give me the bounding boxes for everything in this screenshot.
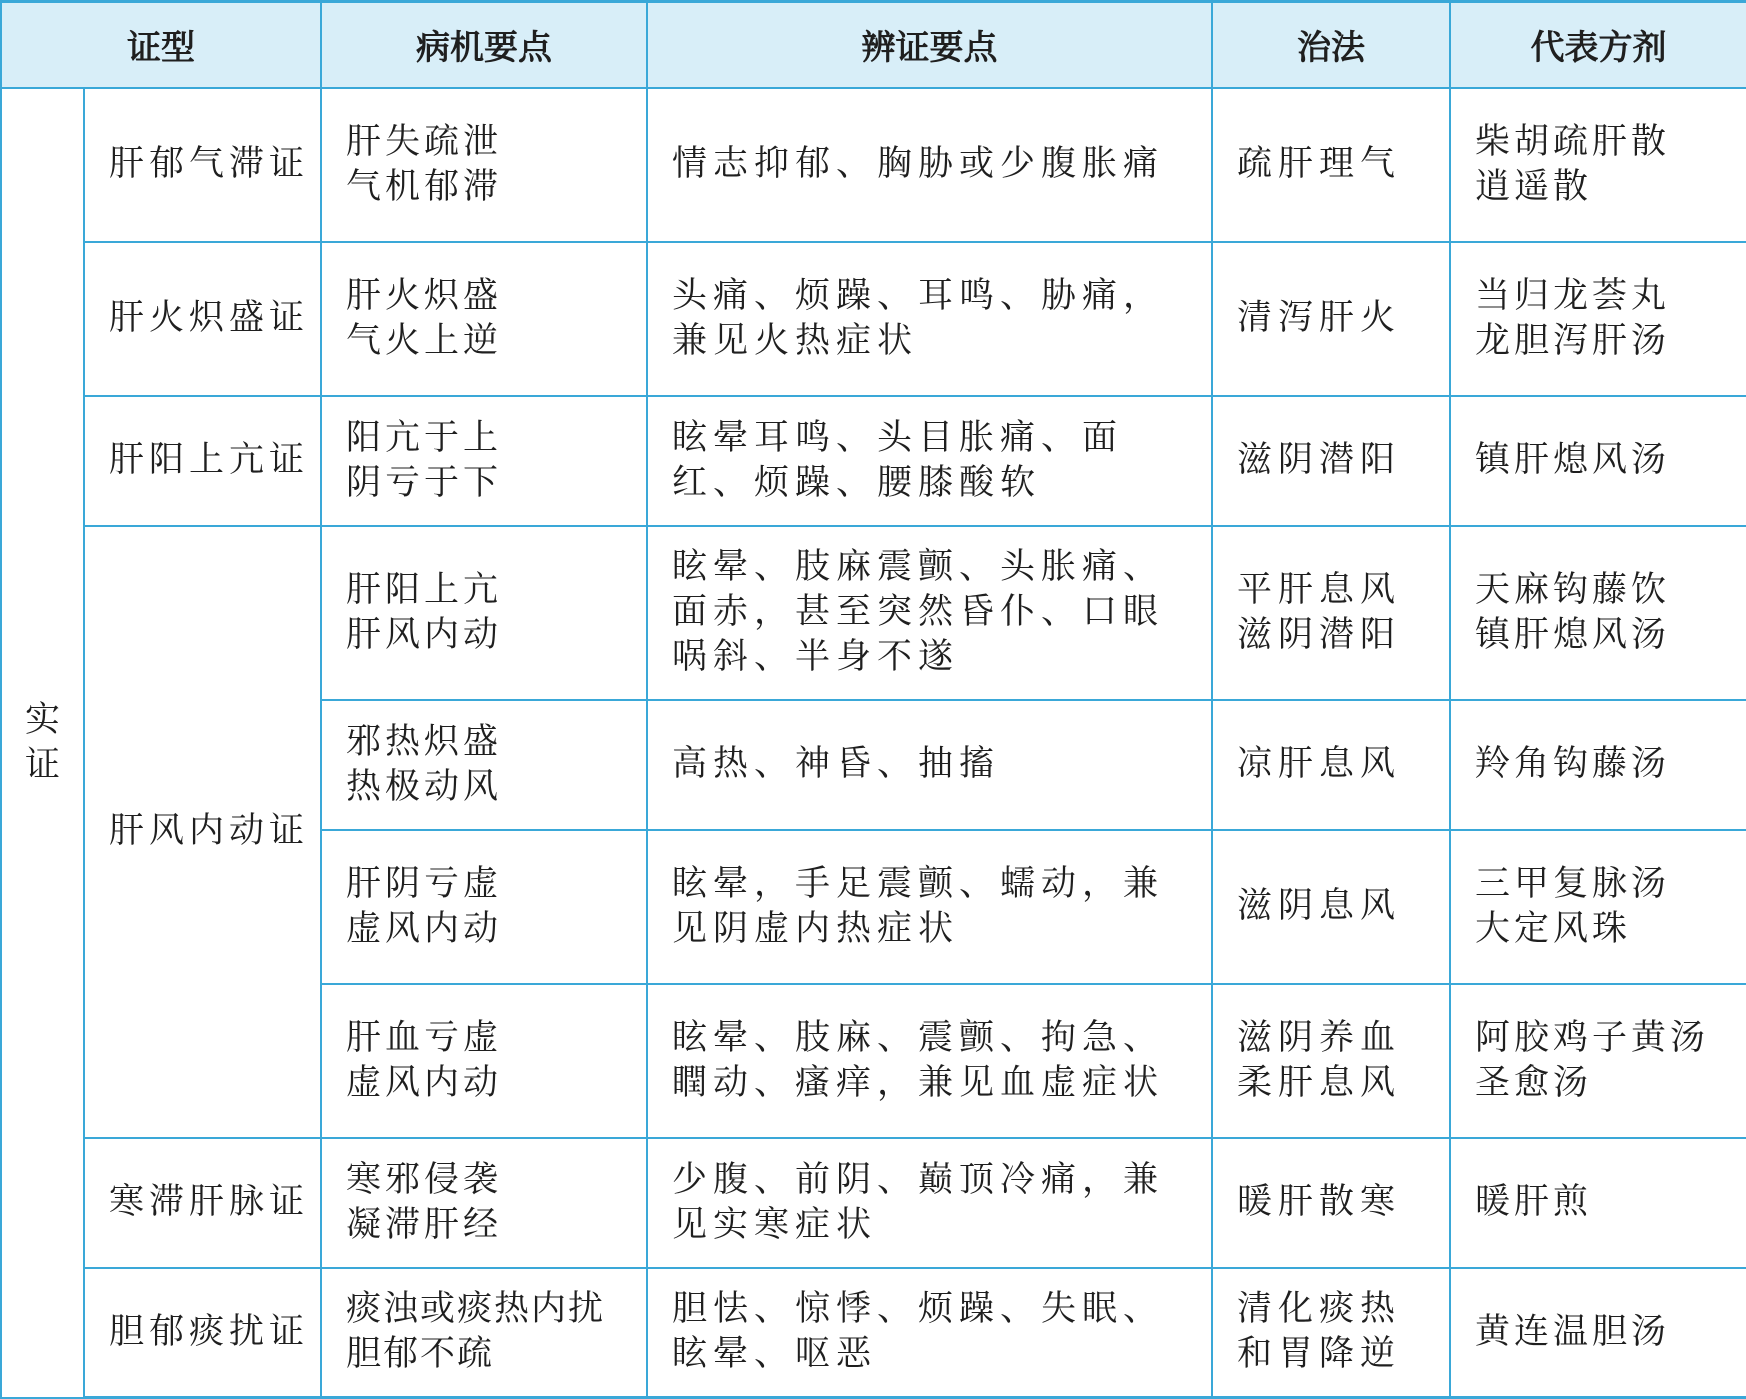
category-label: 实证 [25,699,61,785]
formula-line: 大定风珠 [1475,908,1632,949]
mechanism-line: 凝滞肝经 [346,1204,503,1245]
method-cell [1212,830,1450,984]
mechanism-line: 肝风内动 [346,614,503,655]
mechanism-line: 阳亢于上 [346,417,503,458]
formula-line: 当归龙荟丸 [1475,275,1671,316]
signs-text: 眩晕、肢麻震颤、头胀痛、面赤，甚至突然昏仆、口眼㖞斜、半身不遂 [672,547,1165,677]
mechanism-line: 胆郁不疏 [346,1334,495,1375]
mechanism-line: 气机郁滞 [346,166,503,207]
table-row [1,1268,1746,1398]
mechanism-line: 阴亏于下 [346,462,503,503]
method-cell [1212,526,1450,700]
formula-cell [1450,1268,1746,1398]
pattern-label: 胆郁痰扰证 [109,1311,310,1352]
method-cell [1212,1268,1450,1398]
header-pattern: 证型 [1,2,321,88]
signs-text: 情志抑郁、胸胁或少腹胀痛 [672,144,1165,184]
method-line: 滋阴潜阳 [1237,614,1402,655]
formula-line: 天麻钩藤饮 [1475,569,1671,610]
signs-cell [647,1268,1212,1398]
mechanism-line: 肝血亏虚 [346,1017,503,1058]
formula-line: 阿胶鸡子黄汤 [1475,1017,1710,1058]
pattern-cell [84,1138,321,1268]
pattern-label: 肝阳上亢证 [109,440,310,480]
table-row [1,88,1746,242]
formula-cell [1450,242,1746,396]
method-line: 清泻肝火 [1237,298,1402,338]
signs-cell [647,830,1212,984]
method-line: 滋阴潜阳 [1237,440,1402,480]
signs-text: 头痛、烦躁、耳鸣、胁痛，兼见火热症状 [672,275,1165,361]
mechanism-line: 邪热炽盛 [346,721,503,762]
signs-cell [647,700,1212,830]
mechanism-cell [321,526,647,700]
method-line: 和胃降逆 [1237,1334,1402,1375]
pattern-cell [84,88,321,242]
mechanism-line: 寒邪侵袭 [346,1159,503,1200]
signs-cell [647,984,1212,1138]
method-line: 暖肝散寒 [1237,1182,1402,1222]
mechanism-cell [321,1268,647,1398]
method-cell [1212,396,1450,526]
mechanism-cell [321,1138,647,1268]
table-row [1,396,1746,526]
signs-text: 少腹、前阴、巅顶冷痛，兼见实寒症状 [672,1159,1165,1245]
method-cell [1212,700,1450,830]
method-cell [1212,1138,1450,1268]
pattern-cell [84,396,321,526]
formula-cell [1450,396,1746,526]
formula-line: 暖肝煎 [1475,1182,1593,1222]
category-cell [1,88,84,1398]
method-line: 平肝息风 [1237,569,1402,610]
header-signs: 辨证要点 [647,2,1212,88]
mechanism-cell [321,88,647,242]
header-mechanism: 病机要点 [321,2,647,88]
signs-text: 眩晕、肢麻、震颤、拘急、瞤动、瘙痒，兼见血虚症状 [672,1017,1165,1103]
signs-cell [647,396,1212,526]
signs-cell [647,526,1212,700]
table-row [1,242,1746,396]
pattern-cell [84,526,321,1138]
pattern-label: 寒滞肝脉证 [109,1182,310,1222]
mechanism-line: 气火上逆 [346,320,503,361]
table-row [1,1138,1746,1268]
pattern-label: 肝风内动证 [109,811,310,851]
method-line: 滋阴养血 [1237,1017,1402,1058]
header-row [1,2,1746,88]
formula-line: 龙胆泻肝汤 [1475,320,1671,361]
formula-line: 逍遥散 [1475,166,1593,207]
mechanism-cell [321,700,647,830]
signs-cell [647,88,1212,242]
mechanism-line: 肝阴亏虚 [346,863,503,904]
signs-text: 眩晕耳鸣、头目胀痛、面红、烦躁、腰膝酸软 [672,417,1124,503]
formula-line: 羚角钩藤汤 [1475,744,1671,784]
mechanism-line: 虚风内动 [346,1062,503,1103]
method-line: 清化痰热 [1237,1289,1402,1330]
formula-cell [1450,88,1746,242]
formula-cell [1450,700,1746,830]
signs-cell [647,242,1212,396]
formula-cell [1450,984,1746,1138]
header-method: 治法 [1212,2,1450,88]
header-formula: 代表方剂 [1450,2,1746,88]
method-cell [1212,88,1450,242]
formula-line: 镇肝熄风汤 [1475,614,1671,655]
formula-line: 镇肝熄风汤 [1475,440,1671,480]
pattern-label: 肝火炽盛证 [109,298,310,338]
formula-cell [1450,1138,1746,1268]
mechanism-cell [321,242,647,396]
method-cell [1212,984,1450,1138]
mechanism-cell [321,396,647,526]
table-row [1,526,1746,700]
signs-text: 胆怯、惊悸、烦躁、失眠、眩晕、呕恶 [672,1289,1165,1375]
method-line: 滋阴息风 [1237,886,1402,926]
formula-line: 柴胡疏肝散 [1475,121,1671,162]
signs-text: 高热、神昏、抽搐 [672,744,1001,784]
mechanism-line: 痰浊或痰热内扰 [346,1289,606,1330]
pattern-cell [84,242,321,396]
formula-line: 圣愈汤 [1475,1062,1593,1103]
mechanism-line: 肝火炽盛 [346,275,503,316]
method-line: 疏肝理气 [1237,144,1402,184]
mechanism-cell [321,830,647,984]
method-cell [1212,242,1450,396]
signs-cell [647,1138,1212,1268]
pattern-label: 肝郁气滞证 [109,144,310,184]
mechanism-line: 肝阳上亢 [346,569,503,610]
mechanism-line: 肝失疏泄 [346,121,503,162]
pattern-cell [84,1268,321,1398]
formula-cell [1450,830,1746,984]
mechanism-line: 虚风内动 [346,908,503,949]
signs-text: 眩晕，手足震颤、蠕动，兼见阴虚内热症状 [672,863,1165,949]
method-line: 柔肝息风 [1237,1062,1402,1103]
mechanism-line: 热极动风 [346,766,503,807]
formula-cell [1450,526,1746,700]
method-line: 凉肝息风 [1237,744,1402,784]
mechanism-cell [321,984,647,1138]
formula-line: 黄连温胆汤 [1475,1311,1671,1352]
formula-line: 三甲复脉汤 [1475,863,1671,904]
